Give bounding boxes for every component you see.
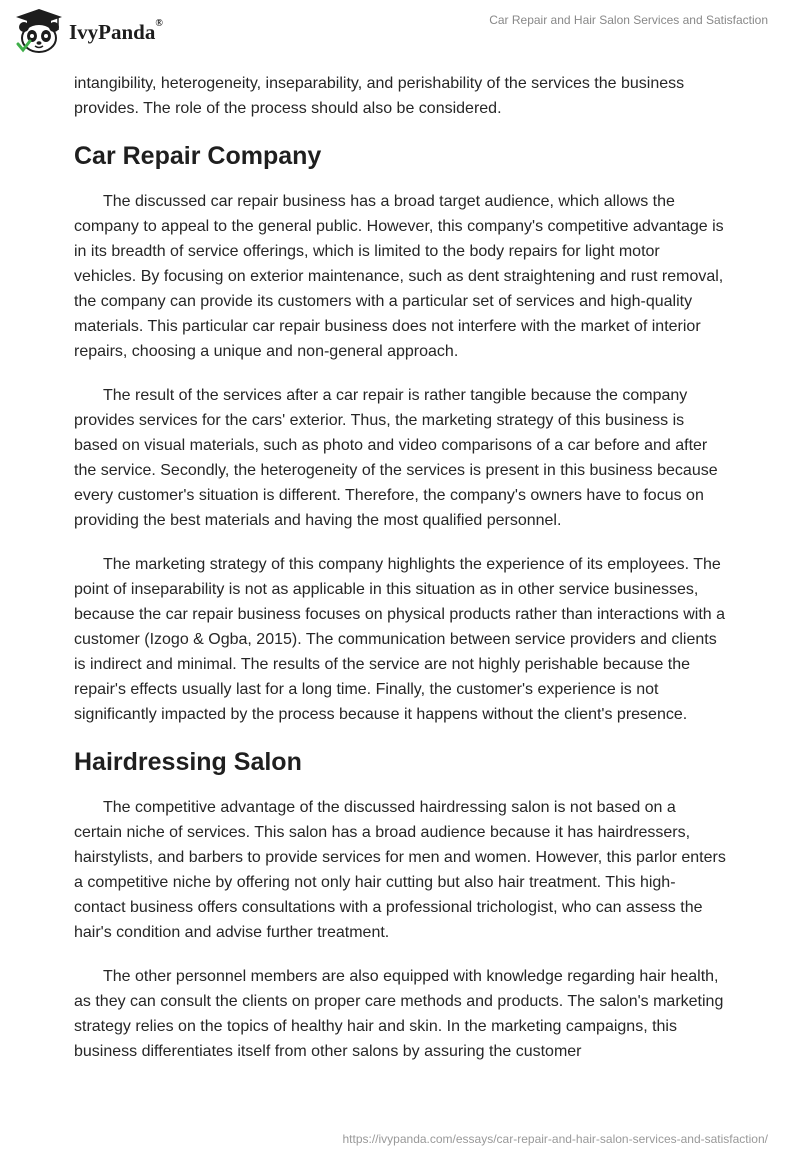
source-url[interactable]: https://ivypanda.com/essays/car-repair-and-hair-salon-services-and-satisfaction/ (342, 1132, 768, 1146)
paragraph: The competitive advantage of the discussed hairdressing salon is not based on a certain niche of services. This salon has a broad audience because it has hairdressers, hairstylists, and barbers to provide services for men and women. However, this parlor enters a competitive niche by offering not only hair cutting but also hair treatment. This high-contact business offers consultations with a professional trichologist, who can assess the hair's condition and advise further treatment. (74, 799, 726, 941)
document-title: Car Repair and Hair Salon Services and Satisfaction (489, 13, 768, 27)
intro-paragraph: intangibility, heterogeneity, inseparability, and perishability of the services the business provides. The role of the process should also be considered. (74, 75, 685, 117)
panda-graduate-icon (14, 8, 64, 54)
page-header (0, 0, 800, 70)
paragraph: The marketing strategy of this company highlights the experience of its employees. The point of inseparability is not as applicable in this situation as in other service businesses, because the car repair business focuses on physical products rather than interactions with a customer (Izogo & Ogba, 2015). The communication between service providers and clients is indirect and minimal. The results of the service are not highly perishable because the repair's effects usually last for a long time. Finally, the customer's experience is not significantly impacted by the process because it happens without the client's presence. (74, 556, 726, 723)
brand-name: IvyPanda® (69, 17, 163, 44)
paragraph: The result of the services after a car repair is rather tangible because the company provides services for the cars' exterior. Thus, the marketing strategy of this business is based on visual materials, such as photo and video comparisons of a car before and after the service. Secondly, the heterogeneity of the services is present in this business because every customer's situation is different. Therefore, the company's owners have to focus on providing the best materials and having the most qualified personnel. (74, 387, 718, 529)
paragraph: The other personnel members are also equipped with knowledge regarding hair health, as they can consult the clients on proper care methods and products. The salon's marketing strategy relies on the topics of healthy hair and skin. In the marketing campaigns, this business differentiates itself from other salons by assuring the customer (74, 968, 724, 1060)
registered-mark: ® (155, 17, 163, 29)
essay-body (74, 71, 726, 1083)
section-heading-car-repair: Car Repair Company (74, 142, 322, 170)
paragraph: The discussed car repair business has a broad target audience, which allows the company to appeal to the general public. However, this company's competitive advantage is in its breadth of service offerings, which is limited to the body repairs for light motor vehicles. By focusing on exterior maintenance, such as dent straightening and rust removal, the company can provide its customers with a particular set of services and high-quality materials. This particular car repair business does not interfere with the market of interior repairs, choosing a unique and non-general approach. (74, 193, 724, 360)
section-heading-hairdressing-salon: Hairdressing Salon (74, 748, 302, 776)
logo[interactable] (14, 8, 163, 54)
